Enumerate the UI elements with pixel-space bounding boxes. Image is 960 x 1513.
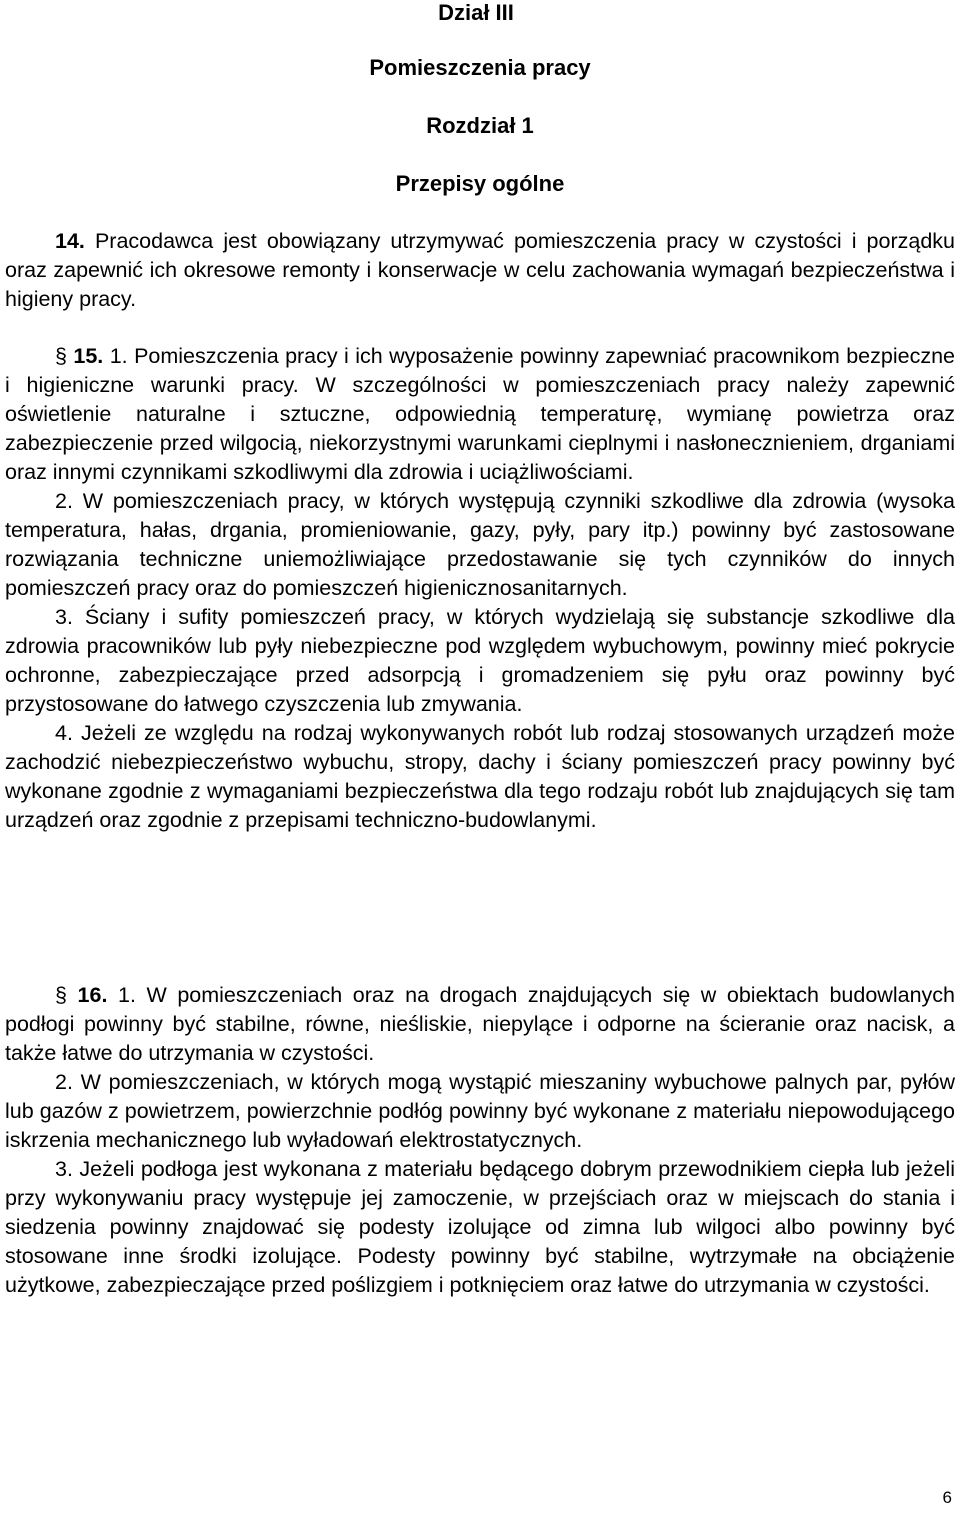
section-14-paragraph: [5, 227, 955, 314]
section-symbol: §: [55, 344, 67, 368]
chapter-title: Przepisy ogólne: [395, 171, 565, 196]
division-title: Pomieszczenia pracy: [369, 55, 591, 80]
section-14-text: Pracodawca jest obowiązany utrzymywać pomieszczenia pracy w czystości i porządku oraz zapewnić ich okresowe remonty i konserwacje w celu zachowania wymagań bezpieczeństwa i higieny pracy.: [5, 229, 955, 311]
section-15: [5, 342, 955, 835]
section-15-p1-number: 1.: [109, 344, 128, 368]
section-16-paragraph-2: 2. W pomieszczeniach, w których mogą wystąpić mieszaniny wybuchowe palnych par, pyłów lub gazów z powietrzem, powierzchnie podłóg powinny być wykonane z materiału niepowodującego iskrzenia mechanicznego lub wyładowań elektrostatycznych.: [5, 1070, 955, 1152]
section-symbol: §: [55, 983, 67, 1007]
section-16-paragraph-1: [5, 981, 955, 1068]
section-15-number: 15.: [73, 344, 104, 368]
section-14-number: 14.: [55, 229, 85, 253]
section-15-paragraph-4: 4. Jeżeli ze względu na rodzaj wykonywanych robót lub rodzaj stosowanych urządzeń może zachodzić niebezpieczeństwo wybuchu, stropy, dachy i ściany pomieszczeń pracy powinny być wykonane zgodnie z wymaganiami bezpieczeństwa dla tego rodzaju robót lub znajdujących się tam urządzeń oraz zgodnie z przepisami techniczno-budowlanymi.: [5, 721, 955, 832]
section-15-p1-text: Pomieszczenia pracy i ich wyposażenie powinny zapewniać pracownikom bezpieczne i higieniczne warunki pracy. W szczególności w pomieszczeniach pracy należy zapewnić oświetlenie naturalne i sztuczne, odpowiednią temperaturę, wymianę powietrza oraz zabezpieczenie przed wilgocią, niekorzystnymi warunkami cieplnymi i nasłonecznieniem, drganiami oraz innymi czynnikami szkodliwymi dla zdrowia i uciążliwościami.: [5, 344, 955, 484]
section-15-paragraph-2: 2. W pomieszczeniach pracy, w których występują czynniki szkodliwe dla zdrowia (wysoka temperatura, hałas, drgania, promieniowanie, gazy, pyły, pary itp.) powinny być zastosowane rozwiązania techniczne uniemożliwiające przedostawanie się tych czynników do innych pomieszczeń pracy oraz do pomieszczeń higienicznosanitarnych.: [5, 489, 955, 600]
chapter-heading: Rozdział 1: [426, 113, 534, 138]
section-15-paragraph-3: 3. Ściany i sufity pomieszczeń pracy, w których wydzielają się substancje szkodliwe dla zdrowia pracowników lub pyły niebezpieczne pod względem wybuchowym, powinny mieć pokrycie ochronne, zabezpieczające przed adsorpcją i gromadzeniem się pyłu oraz powinny być przystosowane do łatwego czyszczenia lub zmywania.: [5, 605, 955, 716]
page-number: 6: [942, 1488, 952, 1507]
section-15-paragraph-1: [5, 342, 955, 487]
section-16: [5, 981, 955, 1300]
section-16-paragraph-3: 3. Jeżeli podłoga jest wykonana z materiału będącego dobrym przewodnikiem ciepła lub jeżeli przy wykonywaniu pracy występuje jej zamoczenie, w przejściach oraz w miejscach do stania i siedzenia powinny znajdować się podesty izolujące od zimna lub wilgoci albo powinny być stosowane inne środki izolujące. Podesty powinny być stabilne, wytrzymałe na obciążenie użytkowe, zabezpieczające przed poślizgiem i potknięciem oraz łatwe do utrzymania w czystości.: [5, 1157, 955, 1297]
division-heading: Dział III: [438, 0, 514, 25]
section-16-number: 16.: [77, 983, 108, 1007]
section-14: [5, 227, 955, 314]
section-16-p1-number: 1.: [117, 983, 136, 1007]
section-16-p1-text: W pomieszczeniach oraz na drogach znajdujących się w obiektach budowlanych podłogi powinny być stabilne, równe, nieśliskie, niepylące i odporne na ścieranie oraz nacisk, a także łatwe do utrzymania w czystości.: [5, 983, 955, 1065]
